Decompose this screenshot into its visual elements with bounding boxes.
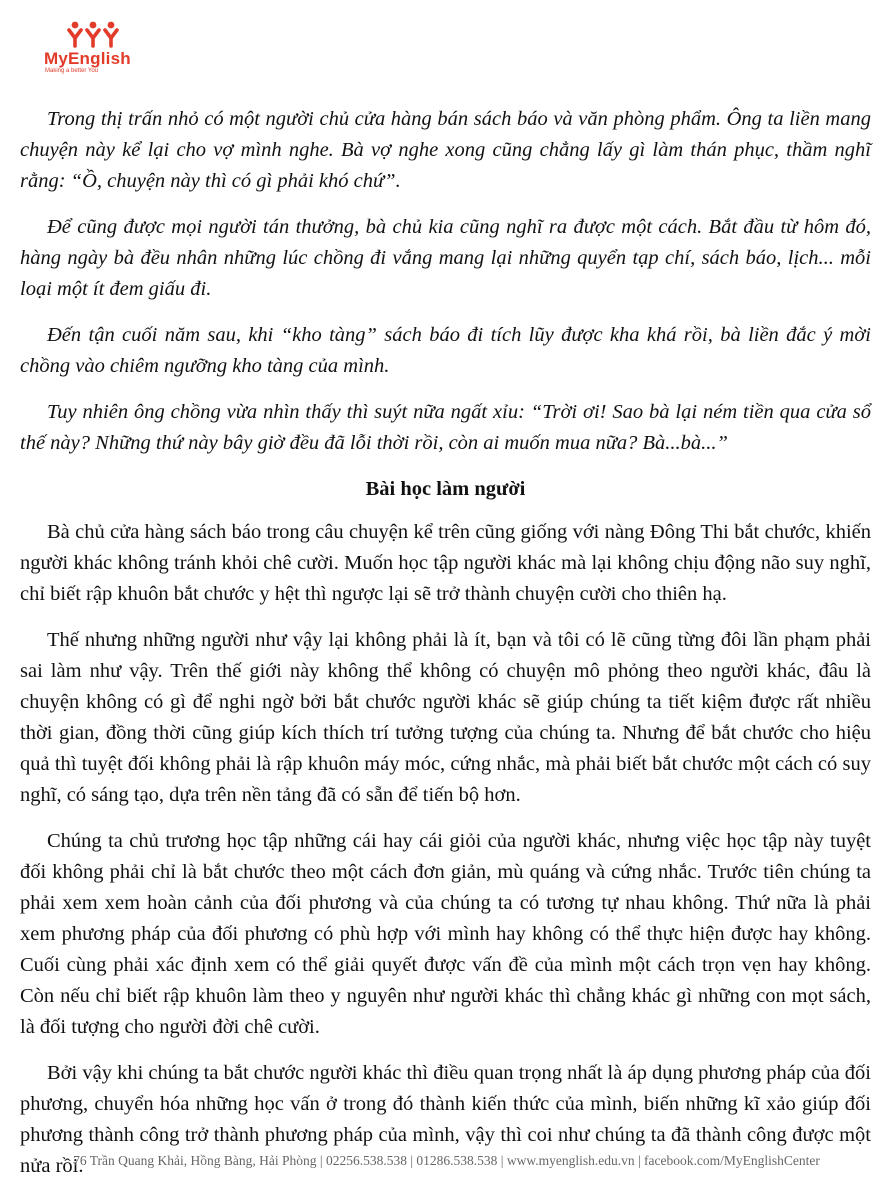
- story-paragraph: Đến tận cuối năm sau, khi “kho tàng” sách báo đi tích lũy được kha khá rồi, bà liền đắc ý mời chồng vào chiêm ngưỡng kho tàng của mình.: [20, 324, 871, 377]
- lesson-paragraph: Chúng ta chủ trương học tập những cái hay cái giỏi của người khác, nhưng việc học tập này tuyệt đối không phải chỉ là bắt chước theo một cách đơn giản, mù quáng và cứng nhắc. Trước tiên chúng ta phải xem xem hoàn cảnh của đối phương và của chúng ta có tương tự nhau không. Thứ nữa là phải xem phương pháp của đối phương có phù hợp với mình hay không có thể thực hiện được hay không. Cuối cùng phải xác định xem có thể giải quyết được vấn đề của mình một cách trọn vẹn hay không. Còn nếu chỉ biết rập khuôn làm theo y nguyên như người khác thì chẳng khác gì những con mọt sách, là đối tượng cho người đời chê cười.: [20, 830, 871, 1038]
- story-paragraph: Để cũng được mọi người tán thưởng, bà chủ kia cũng nghĩ ra được một cách. Bắt đầu từ hôm đó, hàng ngày bà đều nhân những lúc chồng đi vắng mang lại những quyển tạp chí, sách báo, lịch... mỗi loại một ít đem giấu đi.: [20, 216, 871, 300]
- lesson-paragraph: Bởi vậy khi chúng ta bắt chước người khác thì điều quan trọng nhất là áp dụng phương pháp của đối phương, chuyển hóa những học vấn ở trong đó thành kiến thức của mình, biến những kĩ xảo giúp đối phương thành công trở thành phương pháp của mình, vậy thì coi như chúng ta đã thành công được một nửa rồi.: [20, 1062, 871, 1177]
- brand-logo: [44, 20, 154, 90]
- people-logo-icon: [64, 20, 128, 48]
- story-paragraph: Tuy nhiên ông chồng vừa nhìn thấy thì suýt nữa ngất xỉu: “Trời ơi! Sao bà lại ném tiền qua cửa sổ thế này? Những thứ này bây giờ đều đã lỗi thời rồi, còn ai muốn mua nữa? Bà...bà...”: [20, 401, 871, 454]
- document-body: [20, 104, 871, 1197]
- logo-tagline: Making a better You: [45, 68, 99, 74]
- lesson-paragraph: Thế nhưng những người như vậy lại không phải là ít, bạn và tôi có lẽ cũng từng đôi lần phạm phải sai làm như vậy. Trên thế giới này không thể không có chuyện mô phỏng theo người khác, đâu là chuyện không có gì để nghi ngờ bởi bắt chước người khác sẽ giúp chúng ta tiết kiệm được rất nhiều thời gian, đồng thời cũng giúp kích thích trí tưởng tượng của chúng ta. Nhưng để bắt chước cho hiệu quả thì tuyệt đối không phải là rập khuôn máy móc, cứng nhắc, mà phải biết bắt chước một cách có suy nghĩ, có sáng tạo, dựa trên nền tảng đã có sẵn để tiến bộ hơn.: [20, 629, 871, 806]
- page-footer: 76 Trần Quang Khải, Hồng Bàng, Hải Phòng | 02256.538.538 | 01286.538.538 | www.myenglish.edu.vn | facebook.com/MyEnglishCenter: [73, 1153, 820, 1168]
- lesson-paragraph: Bà chủ cửa hàng sách báo trong câu chuyện kể trên cũng giống với nàng Đông Thi bắt chước, khiến người khác không tránh khỏi chê cười. Muốn học tập người khác mà lại không chịu động não suy nghĩ, chỉ biết rập khuôn bắt chước y hệt thì ngược lại sẽ trở thành chuyện cười cho thiên hạ.: [20, 521, 871, 605]
- logo-wordmark: MyEnglish: [44, 49, 131, 68]
- lesson-heading: Bài học làm người: [365, 478, 526, 500]
- story-paragraph: Trong thị trấn nhỏ có một người chủ cửa hàng bán sách báo và văn phòng phẩm. Ông ta liền mang chuyện này kể lại cho vợ mình nghe. Bà vợ nghe xong cũng chẳng lấy gì làm thán phục, thầm nghĩ rằng: “Ồ, chuyện này thì có gì phải khó chứ”.: [20, 108, 871, 192]
